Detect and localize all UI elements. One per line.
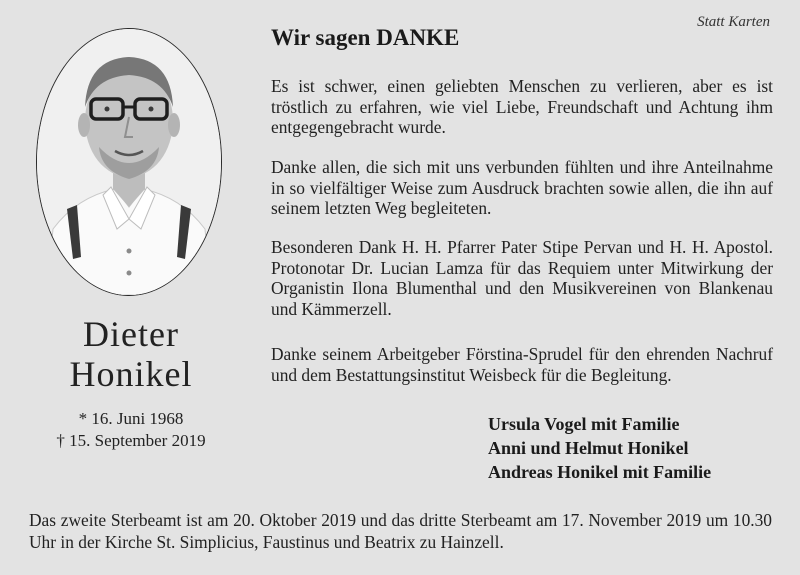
footer-note: Das zweite Sterbeamt ist am 20. Oktober 2019 und das dritte Sterbeamt am 17. November 2019 um 10.30 Uhr in der Kirche St. Simplicius, Faustinus und Beatrix zu Hainzell. xyxy=(29,510,772,552)
paragraph-3: Besonderen Dank H. H. Pfarrer Pater Stipe Pervan und H. H. Apostol. Protonotar Dr. Lucian Lamza für das Requiem unter Mitwirkung der Organistin Ilona Blumenthal und den Musikvereinen von Blankenau und Kämmerzell. xyxy=(271,237,773,319)
paragraph-4: Danke seinem Arbeitgeber Förstina-Sprudel für den ehrenden Nachruf und dem Bestattungsinstitut Weisbeck für die Begleitung. xyxy=(271,344,773,385)
signer: Ursula Vogel mit Familie xyxy=(488,414,680,434)
signers xyxy=(488,412,711,484)
paragraph-2: Danke allen, die sich mit uns verbunden fühlten und ihre Anteilnahme in so vielfältiger Weise zum Ausdruck brachten sowie allen, die ihn auf seinem letzten Weg begleiteten. xyxy=(271,157,773,219)
last-name: Honikel xyxy=(69,354,193,394)
headline: Wir sagen DANKE xyxy=(271,25,460,50)
death-date: † 15. September 2019 xyxy=(56,431,206,450)
top-note: Statt Karten xyxy=(697,14,770,30)
paragraph-1: Es ist schwer, einen geliebten Menschen zu verlieren, aber es ist tröstlich zu erfahren, wie viel Liebe, Freundschaft und Achtung ihm entgegengebracht wurde. xyxy=(271,76,773,138)
life-dates xyxy=(20,408,242,452)
signer: Andreas Honikel mit Familie xyxy=(488,462,712,482)
first-name: Dieter xyxy=(83,314,179,354)
portrait-photo xyxy=(36,28,222,296)
birth-date: * 16. Juni 1968 xyxy=(78,409,184,428)
signer: Anni und Helmut Honikel xyxy=(488,438,689,458)
deceased-name xyxy=(20,314,242,394)
portrait-illustration xyxy=(37,29,221,295)
